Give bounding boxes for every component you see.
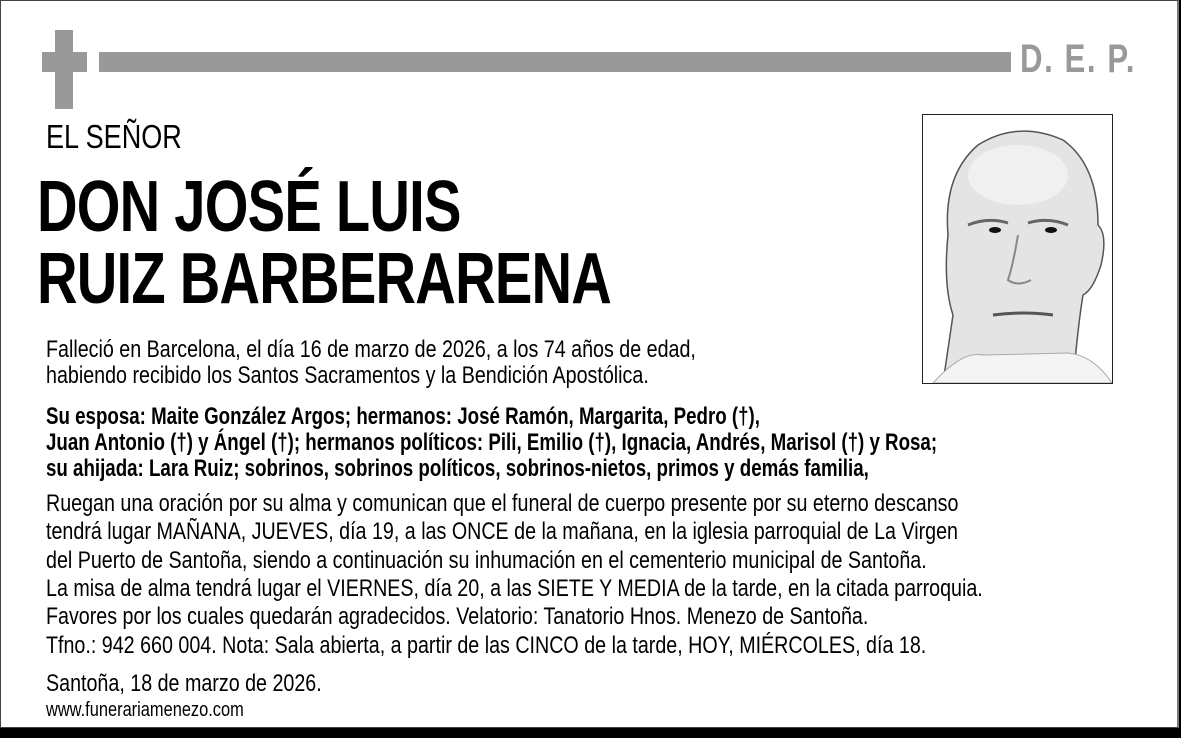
bottom-band [0, 729, 1181, 738]
deceased-name-line1: DON JOSÉ LUIS [37, 167, 461, 247]
ceremony-line: del Puerto de Santoña, siendo a continuación su inhumación en el cementerio municipal de Santoña. [46, 547, 927, 574]
header-rule [99, 52, 1011, 72]
family-line: Su esposa: Maite González Argos; hermanos: José Ramón, Margarita, Pedro (†), [46, 403, 760, 430]
website-link[interactable]: www.funerariamenezo.com [46, 699, 244, 721]
ceremony-line: La misa de alma tendrá lugar el VIERNES, día 20, a las SIETE Y MEDIA de la tarde, en la citada parroquia. [46, 575, 983, 602]
ceremony-line: Tfno.: 942 660 004. Nota: Sala abierta, a partir de las CINCO de la tarde, HOY, MIÉRCOLES, día 18. [46, 632, 927, 659]
dep-label: D. E. P. [1020, 37, 1136, 81]
ceremony-line: Ruegan una oración por su alma y comunican que el funeral de cuerpo presente por su eterno descanso [46, 490, 959, 517]
ceremony-line: Favores por los cuales quedarán agradecidos. Velatorio: Tanatorio Hnos. Menezo de Santoña. [46, 603, 869, 630]
deceased-name-line2: RUIZ BARBERARENA [37, 239, 612, 319]
portrait-photo [922, 114, 1113, 384]
cross-icon-arm [42, 52, 87, 72]
death-notice-line: habiendo recibido los Santos Sacramentos y la Bendición Apostólica. [46, 362, 649, 389]
place-date: Santoña, 18 de marzo de 2026. [46, 670, 322, 697]
ceremony-line: tendrá lugar MAÑANA, JUEVES, día 19, a las ONCE de la mañana, en la iglesia parroquial de La Virgen [46, 518, 958, 545]
title-prefix: EL SEÑOR [46, 118, 182, 155]
portrait-image [923, 115, 1112, 383]
family-line: Juan Antonio (†) y Ángel (†); hermanos políticos: Pili, Emilio (†), Ignacia, Andrés, Marisol (†) y Rosa; [46, 429, 938, 456]
family-line: su ahijada: Lara Ruiz; sobrinos, sobrinos políticos, sobrinos-nietos, primos y demás familia, [46, 455, 869, 482]
death-notice-line: Falleció en Barcelona, el día 16 de marzo de 2026, a los 74 años de edad, [46, 336, 696, 363]
